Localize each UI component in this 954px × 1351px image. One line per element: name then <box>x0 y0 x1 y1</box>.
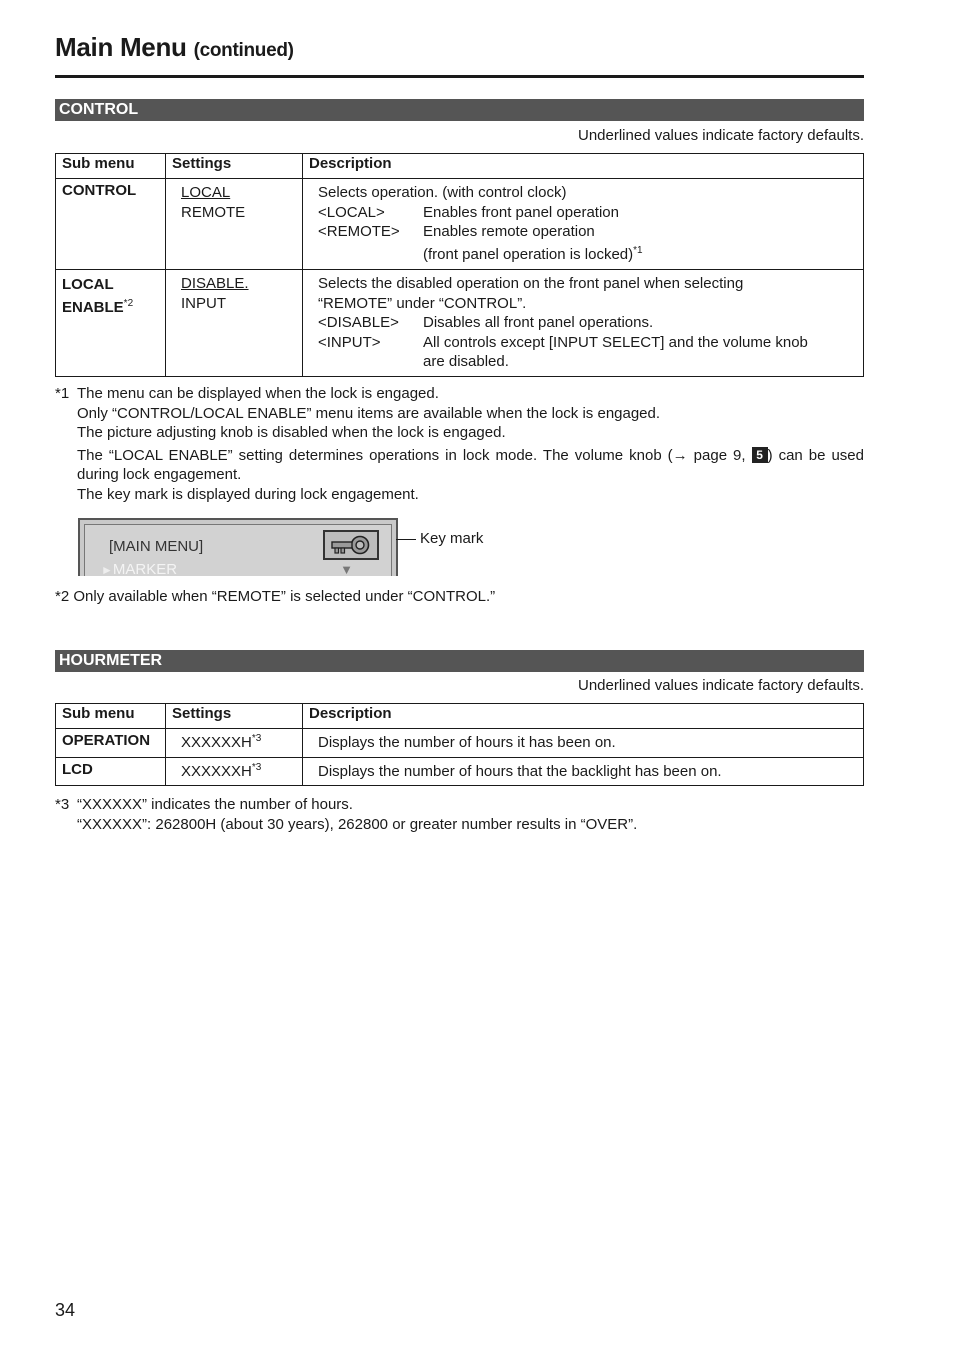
hourmeter-section-heading: HOURMETER <box>55 650 864 672</box>
table-row <box>56 179 864 270</box>
item-value: All controls except [INPUT SELECT] and the volume knob <box>423 333 808 351</box>
setting-default: LOCAL <box>181 184 231 201</box>
footnote-ref: *1 <box>633 244 643 256</box>
control-section-heading: CONTROL <box>55 99 864 121</box>
row-local-enable-settings <box>166 270 303 377</box>
item-number-badge: 5 <box>752 447 768 463</box>
row-local-enable-submenu <box>56 270 166 377</box>
item-value: Enables front panel operation <box>423 203 619 221</box>
item-key: <DISABLE> <box>318 314 399 331</box>
lcd-menu-item <box>101 561 177 578</box>
header-settings: Settings <box>166 704 303 729</box>
table-row <box>56 270 864 377</box>
row-operation-description: Displays the number of hours it has been on. <box>303 729 864 758</box>
row-local-enable-description <box>303 270 864 377</box>
lcd-menu-title: [MAIN MENU] <box>109 538 204 555</box>
footnote-line: The picture adjusting knob is disabled when the lock is engaged. <box>77 424 506 441</box>
footnote-line: “XXXXXX” indicates the number of hours. <box>77 796 353 813</box>
row-lcd-settings <box>166 757 303 786</box>
control-table <box>55 153 864 377</box>
row-lcd-description: Displays the number of hours that the backlight has been on. <box>303 757 864 786</box>
item-value: Enables remote operation <box>423 223 595 240</box>
lcd-screen-illustration <box>78 518 398 576</box>
footnote-body <box>77 384 864 504</box>
page-title <box>55 32 294 63</box>
page-reference: page 9, <box>687 446 752 464</box>
lcd-menu-item-text: MARKER <box>112 561 178 578</box>
row-control-description <box>303 179 864 270</box>
item-key: <INPUT> <box>318 333 381 351</box>
key-mark-label: Key mark <box>420 530 484 547</box>
table-header-row <box>56 154 864 179</box>
footnote-3 <box>55 795 864 834</box>
callout-line <box>396 539 416 540</box>
footnote-1 <box>55 384 864 504</box>
page-number: 34 <box>55 1300 76 1320</box>
description-item <box>318 222 857 242</box>
header-settings: Settings <box>166 154 303 179</box>
scroll-down-icon: ▼ <box>340 562 353 577</box>
row-control-submenu: CONTROL <box>56 179 166 270</box>
description-tail <box>423 245 857 265</box>
item-key: <LOCAL> <box>318 203 385 221</box>
table-header-row <box>56 704 864 729</box>
footnote-line: The menu can be displayed when the lock is engaged. <box>77 385 439 402</box>
key-icon <box>329 534 373 556</box>
footnote-mark: *1 <box>55 385 70 402</box>
row-operation-settings <box>166 729 303 758</box>
item-key: <REMOTE> <box>318 223 400 240</box>
row-control-settings <box>166 179 303 270</box>
row-lcd-submenu: LCD <box>56 757 166 786</box>
table-row <box>56 757 864 786</box>
row-operation-submenu: OPERATION <box>56 729 166 758</box>
arrow-icon: → <box>672 446 688 464</box>
submenu-line <box>62 296 159 319</box>
description-intro: Selects the disabled operation on the front panel when selecting <box>318 275 744 292</box>
setting-option: INPUT <box>181 294 226 312</box>
selection-arrow-icon: ► <box>101 563 113 577</box>
header-description: Description <box>303 704 864 729</box>
header-sub-menu: Sub menu <box>56 704 166 729</box>
footnote-line: “XXXXXX”: 262800H (about 30 years), 262800 or greater number results in “OVER”. <box>77 815 638 833</box>
description-intro: Selects operation. (with control clock) <box>318 184 567 201</box>
header-description: Description <box>303 154 864 179</box>
description-item <box>318 203 857 223</box>
setting-value: XXXXXXH <box>181 734 252 751</box>
description-item <box>318 333 857 353</box>
setting-value: XXXXXXH <box>181 762 252 780</box>
hourmeter-table <box>55 703 864 786</box>
footnote-mark: *3 <box>55 796 70 813</box>
title-rule <box>55 75 864 78</box>
setting-default: DISABLE. <box>181 275 249 292</box>
footnote-ref: *2 <box>123 298 134 309</box>
description-intro: “REMOTE” under “CONTROL”. <box>318 294 527 312</box>
paragraph-text: The “LOCAL ENABLE” setting determines operations in lock mode. The volume knob ( <box>77 446 673 464</box>
control-defaults-note: Underlined values indicate factory defaults. <box>578 127 864 144</box>
footnote-ref: *3 <box>251 761 262 773</box>
lcd-display <box>84 524 392 576</box>
footnote-ref: *3 <box>251 733 262 744</box>
page-title-continued: (continued) <box>193 40 294 61</box>
key-mark-box <box>323 530 379 560</box>
page-title-text: Main Menu <box>55 32 187 62</box>
submenu-line: LOCAL <box>62 276 114 293</box>
footnote-paragraph <box>77 446 864 485</box>
submenu-line-text: ENABLE <box>62 299 124 316</box>
footnote-line: The key mark is displayed during lock engagement. <box>77 485 419 503</box>
description-tail: are disabled. <box>423 353 509 370</box>
footnote-body <box>77 795 864 834</box>
description-item <box>318 313 857 333</box>
footnote-line: Only “CONTROL/LOCAL ENABLE” menu items are available when the lock is engaged. <box>77 404 661 422</box>
header-sub-menu: Sub menu <box>56 154 166 179</box>
setting-option: REMOTE <box>181 203 246 221</box>
hourmeter-defaults-note: Underlined values indicate factory defaults. <box>578 677 864 694</box>
footnote-2: *2 Only available when “REMOTE” is selected under “CONTROL.” <box>55 588 496 605</box>
table-row <box>56 729 864 758</box>
paragraph-text: ) can be used during lock engagement. <box>77 446 864 483</box>
item-value: Disables all front panel operations. <box>423 314 654 331</box>
description-tail-text: (front panel operation is locked) <box>423 245 634 263</box>
